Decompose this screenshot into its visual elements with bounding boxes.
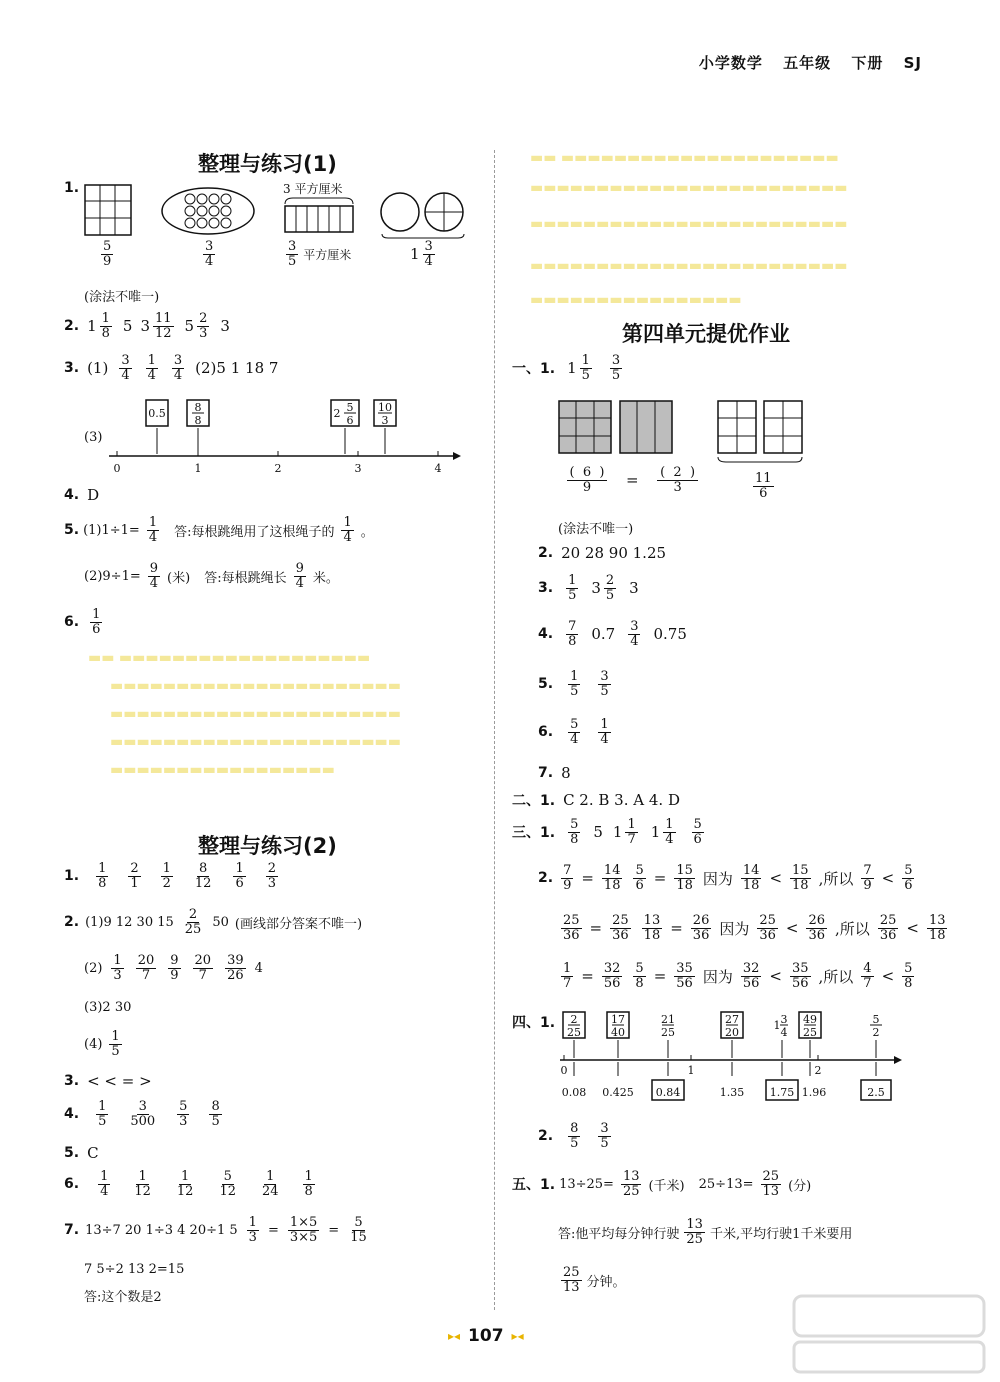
r3-number: 3. xyxy=(64,1073,80,1089)
header-grade: 五年级 xyxy=(783,54,832,72)
svg-text:2: 2 xyxy=(872,1026,880,1039)
prev-arrow-icon: ▸◂ xyxy=(448,1329,461,1343)
one-grid-figure-a xyxy=(558,400,676,456)
svg-text:17: 17 xyxy=(611,1013,625,1026)
svg-text:2: 2 xyxy=(570,1013,578,1026)
page-header xyxy=(685,52,922,73)
faded-text: ▬▬▬▬▬▬▬▬▬▬▬▬▬▬▬▬ xyxy=(530,292,742,308)
faded-text: ▬▬▬▬▬▬▬▬▬▬▬▬▬▬▬▬▬▬▬▬▬▬ xyxy=(110,706,402,722)
q1-frac-d: 3 4 xyxy=(424,239,433,269)
svg-text:5: 5 xyxy=(872,1013,880,1026)
two-label: 二、1. xyxy=(512,793,556,809)
svg-text:4: 4 xyxy=(780,1026,788,1039)
faded-text: ▬▬▬▬▬▬▬▬▬▬▬▬▬▬▬▬▬▬▬▬▬▬ xyxy=(110,734,402,750)
svg-text:1.35: 1.35 xyxy=(719,1086,745,1099)
q1-frac-b: $\frac{3}{4}$ xyxy=(205,239,214,269)
q3-number-line xyxy=(105,398,465,476)
svg-text:1: 1 xyxy=(773,1019,781,1032)
faded-text: ▬▬▬▬▬▬▬▬▬▬▬▬▬▬▬▬▬▬▬▬▬▬ xyxy=(110,678,402,694)
svg-text:49: 49 xyxy=(803,1013,817,1026)
section-title-2: 整理与练习(2) xyxy=(198,834,337,858)
svg-text:0: 0 xyxy=(113,462,121,475)
four-number-line xyxy=(556,1010,906,1130)
page-footer xyxy=(448,1326,524,1346)
svg-text:0.425: 0.425 xyxy=(602,1086,634,1099)
r1-number: 1. xyxy=(64,868,80,885)
q1-frac-c: 3 5 xyxy=(288,239,297,269)
header-subject: 小学数学 xyxy=(698,54,763,72)
faded-text: ▬▬ ▬▬▬▬▬▬▬▬▬▬▬▬▬▬▬▬▬▬▬ xyxy=(88,650,371,666)
r6-number: 6. xyxy=(64,1176,80,1193)
svg-text:27: 27 xyxy=(725,1013,739,1026)
q4-number: 4. xyxy=(64,487,80,503)
q1-strip-figure xyxy=(283,196,355,236)
svg-text:2.5: 2.5 xyxy=(867,1086,885,1099)
svg-text:8: 8 xyxy=(194,414,202,427)
svg-text:5: 5 xyxy=(346,401,354,414)
q4-answer: D xyxy=(87,486,100,504)
svg-text:0: 0 xyxy=(560,1064,568,1077)
five-label: 五、1. xyxy=(512,1177,556,1194)
q1-number: 1. xyxy=(64,180,80,196)
faded-text: ▬▬ ▬▬▬▬▬▬▬▬▬▬▬▬▬▬▬▬▬▬▬▬▬ xyxy=(530,150,839,166)
svg-text:0.08: 0.08 xyxy=(561,1086,587,1099)
watermark-logo xyxy=(790,1290,990,1378)
header-volume: 下册 xyxy=(851,54,884,72)
svg-text:25: 25 xyxy=(803,1026,817,1039)
q1-circles-figure xyxy=(378,190,468,240)
one-note: (涂法不唯一) xyxy=(558,522,634,537)
svg-text:8: 8 xyxy=(194,401,202,414)
four-label: 四、1. xyxy=(512,1015,556,1031)
q1-area-top: 3 平方厘米 xyxy=(283,182,343,196)
svg-text:2: 2 xyxy=(333,407,341,420)
q1-area-bottom: 平方厘米 xyxy=(303,247,352,262)
q3-box-1: 0.5 xyxy=(148,407,166,420)
q1-oval-figure xyxy=(160,186,256,236)
section-title-3: 第四单元提优作业 xyxy=(622,322,790,346)
q1-frac-a: $\frac{5}{9}$ xyxy=(103,239,112,269)
svg-text:3: 3 xyxy=(780,1013,788,1026)
faded-text: ▬▬▬▬▬▬▬▬▬▬▬▬▬▬▬▬▬ xyxy=(110,762,335,778)
r4-number: 4. xyxy=(64,1106,80,1123)
faded-text: ▬▬▬▬▬▬▬▬▬▬▬▬▬▬▬▬▬▬▬▬▬▬▬▬ xyxy=(530,180,848,196)
r5-number: 5. xyxy=(64,1145,80,1161)
q6-number: 6. xyxy=(64,614,80,631)
svg-text:3: 3 xyxy=(354,462,362,475)
svg-text:2: 2 xyxy=(274,462,282,475)
svg-text:10: 10 xyxy=(378,401,392,414)
svg-text:20: 20 xyxy=(725,1026,739,1039)
one-grid-figure-b xyxy=(716,400,806,466)
svg-text:6: 6 xyxy=(346,414,354,427)
svg-text:25: 25 xyxy=(567,1026,581,1039)
one-label: 一、1. xyxy=(512,361,556,378)
q5-number: 5. xyxy=(64,522,80,539)
q2-number: 2. xyxy=(64,318,80,335)
svg-text:21: 21 xyxy=(661,1013,675,1026)
faded-text: ▬▬▬▬▬▬▬▬▬▬▬▬▬▬▬▬▬▬▬▬▬▬▬▬ xyxy=(530,216,848,232)
section-title-1: 整理与练习(1) xyxy=(198,152,337,176)
svg-text:0.84: 0.84 xyxy=(655,1086,681,1099)
q1-note: (涂法不唯一) xyxy=(84,290,160,305)
svg-text:1: 1 xyxy=(194,462,202,475)
svg-text:2: 2 xyxy=(814,1064,822,1077)
q1-grid-figure xyxy=(84,184,132,236)
svg-text:3: 3 xyxy=(381,414,389,427)
three-label: 三、1. xyxy=(512,825,556,842)
page-number: 107 xyxy=(468,1326,504,1346)
svg-text:1.96: 1.96 xyxy=(801,1086,827,1099)
r7-number: 7. xyxy=(64,1222,80,1239)
q3-number: 3. xyxy=(64,360,80,377)
header-edition: SJ xyxy=(903,54,922,72)
r2-number: 2. xyxy=(64,914,80,931)
svg-text:1.75: 1.75 xyxy=(769,1086,795,1099)
svg-text:1: 1 xyxy=(687,1064,695,1077)
column-divider xyxy=(494,150,495,1310)
faded-text: ▬▬▬▬▬▬▬▬▬▬▬▬▬▬▬▬▬▬▬▬▬▬▬▬ xyxy=(530,258,848,274)
next-arrow-icon: ▸◂ xyxy=(511,1329,524,1343)
svg-text:40: 40 xyxy=(611,1026,625,1039)
svg-text:25: 25 xyxy=(661,1026,675,1039)
svg-text:4: 4 xyxy=(434,462,442,475)
